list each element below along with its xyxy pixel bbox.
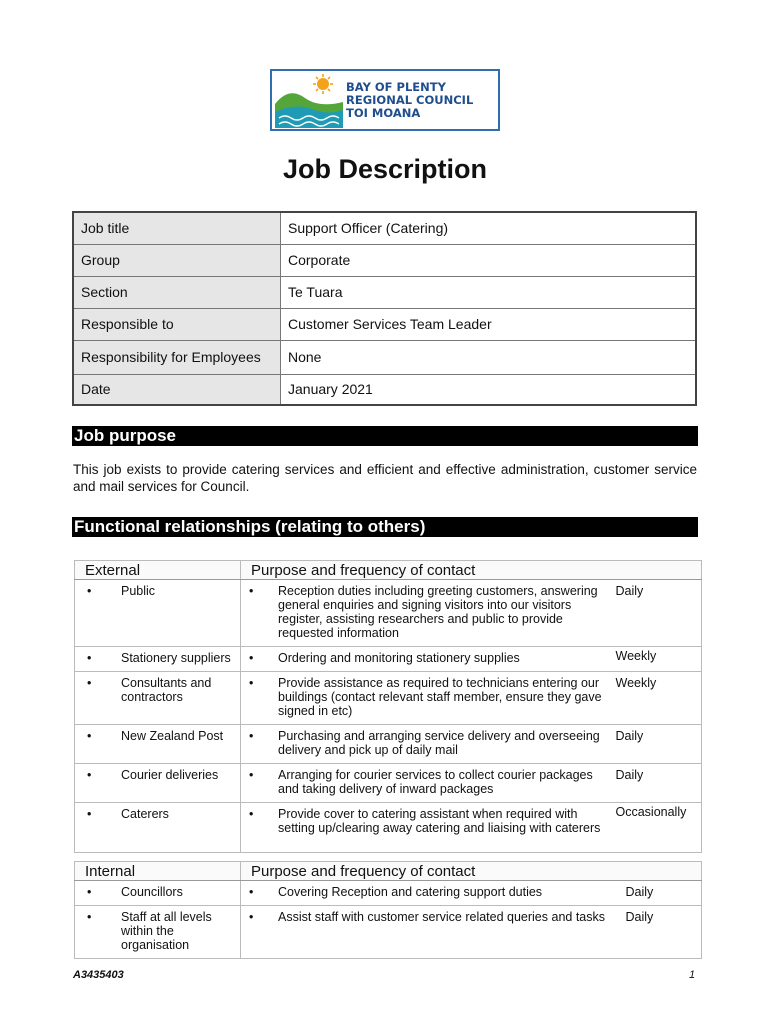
info-value: Customer Services Team Leader [281,308,697,340]
info-key: Group [73,244,281,276]
info-key: Responsible to [73,308,281,340]
logo-line-3: TOI MOANA [346,106,421,120]
bullet: • [87,807,92,821]
contact-purpose: Ordering and monitoring stationery supplies [278,651,520,665]
table-row [75,803,702,853]
contact-frequency: Weekly [615,676,657,690]
contact-name: Stationery suppliers [121,651,231,665]
bullet: • [249,676,254,690]
bullet: • [87,651,92,665]
bullet: • [87,676,92,690]
info-value: January 2021 [281,374,697,405]
bullet: • [87,768,92,782]
contact-name: Public [121,584,156,598]
contact-frequency: Daily [625,910,654,924]
contact-frequency: Weekly [615,649,657,663]
contact-name: Councillors [121,885,183,899]
contact-name: Consultants and contractors [121,676,212,704]
contact-name: Staff at all levels within the organisation [121,910,212,952]
table-row [75,725,702,764]
contact-name: Caterers [121,807,169,821]
table-row [75,580,702,647]
bullet: • [249,651,254,665]
contact-purpose: Covering Reception and catering support duties [278,885,543,899]
contact-frequency: Occasionally [615,805,687,819]
job-info-table [72,211,697,406]
functional-relationships-heading: Functional relationships (relating to others) [72,517,698,537]
council-logo-icon [275,74,343,128]
info-value: None [281,340,697,374]
table-row [75,906,702,959]
info-key: Section [73,276,281,308]
contact-frequency: Daily [615,584,644,598]
table-row [75,672,702,725]
page-number: 1 [689,969,696,981]
bullet: • [249,885,254,899]
contact-purpose: Provide cover to catering assistant when required with setting up/clearing away catering and liaising with caterers [278,807,601,835]
info-value: Corporate [281,244,697,276]
council-logo [270,69,500,131]
bullet: • [249,910,254,924]
table-row [75,647,702,672]
table-row [75,764,702,803]
document-id: A3435403 [73,969,124,981]
bullet: • [249,584,254,598]
contact-frequency: Daily [615,768,644,782]
bullet: • [87,584,92,598]
bullet: • [249,729,254,743]
internal-relationships-table [74,861,702,959]
contact-frequency: Daily [625,885,654,899]
page-title: Job Description [282,154,488,184]
external-relationships-table [74,560,702,853]
contact-purpose: Assist staff with customer service related queries and tasks [278,910,605,924]
job-purpose-heading: Job purpose [72,426,698,446]
purpose-col-header: Purpose and frequency of contact [241,561,702,580]
contact-name: New Zealand Post [121,729,224,743]
external-col-header: External [75,561,241,580]
purpose-col-header: Purpose and frequency of contact [241,862,702,881]
info-value: Support Officer (Catering) [281,212,697,244]
info-value: Te Tuara [281,276,697,308]
contact-purpose: Provide assistance as required to technicians entering our buildings (contact relevant staff member, ensure they gave signed in etc) [278,676,602,718]
bullet: • [87,910,92,924]
info-key: Job title [73,212,281,244]
contact-name: Courier deliveries [121,768,219,782]
contact-purpose: Reception duties including greeting customers, answering general enquiries and signing visitors into our visitors register, assisting researchers and public to provide requested information [278,584,598,640]
bullet: • [87,729,92,743]
logo-line-1: BAY OF PLENTY [346,80,446,94]
info-key: Responsibility for Employees [73,340,281,374]
contact-frequency: Daily [615,729,644,743]
logo-line-2: REGIONAL COUNCIL [346,93,474,107]
contact-purpose: Purchasing and arranging service delivery and overseeing delivery and pick up of daily mail [278,729,600,757]
job-purpose-text: This job exists to provide catering services and efficient and effective administration, customer service and mail services for Council. [73,462,697,494]
table-row [75,881,702,906]
bullet: • [87,885,92,899]
contact-purpose: Arranging for courier services to collect courier packages and taking delivery of inward packages [278,768,593,796]
internal-col-header: Internal [75,862,241,881]
bullet: • [249,807,254,821]
info-key: Date [73,374,281,405]
bullet: • [249,768,254,782]
